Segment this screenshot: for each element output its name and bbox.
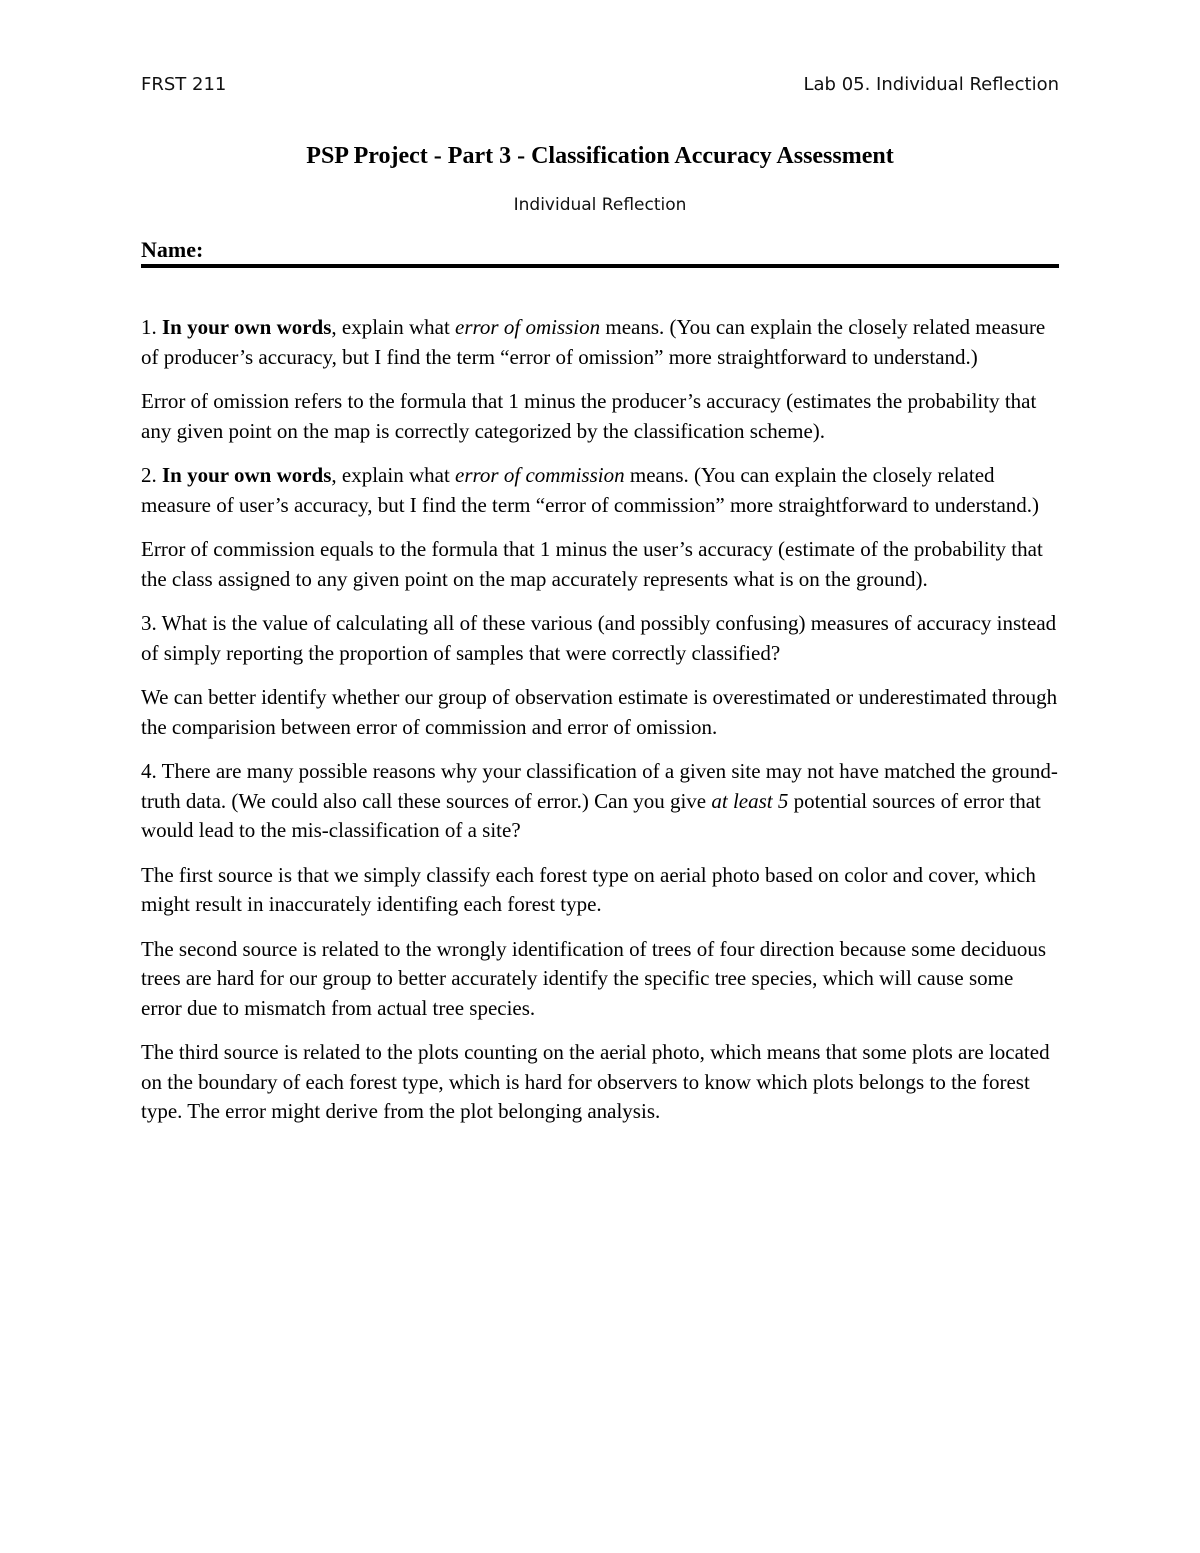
header-lab: Lab 05. Individual Reflection [803,74,1059,95]
answer-4-first: The first source is that we simply classify each forest type on aerial photo based on color and cover, which might result in inaccurately identifing each forest type. [141,862,1036,916]
document-subtitle: Individual Reflection [513,195,687,215]
question-1: 1. In your own words, explain what error of omission means. (You can explain the closely related measure of producer’s accuracy, but I find the term “error of omission” more straightforward to understand.) [141,315,1046,369]
question-4: 4. There are many possible reasons why your classification of a given site may not have matched the ground-truth data. (We could also call these sources of error.) Can you give at least 5 potential sources of error that would lead to the mis-classification of a site? [141,759,1058,842]
answer-3: We can better identify whether our group of observation estimate is overestimated or underestimated through the comparision between error of commission and error of omission. [141,685,1058,739]
answer-1: Error of omission refers to the formula that 1 minus the producer’s accuracy (estimates the probability that any given point on the map is correctly categorized by the classification scheme). [141,389,1037,443]
document-body [141,313,1059,1142]
name-rule [141,264,1059,268]
answer-4-third: The third source is related to the plots counting on the aerial photo, which means that some plots are located on the boundary of each forest type, which is hard for observers to know which plots belongs to the forest type. The error might derive from the plot belonging analysis. [141,1040,1050,1123]
name-label: Name: [141,237,204,262]
answer-4-second: The second source is related to the wrongly identification of trees of four direction because some deciduous trees are hard for our group to better accurately identify the specific tree species, which will cause some error due to mismatch from actual tree species. [141,936,1047,1020]
header-course: FRST 211 [141,74,227,95]
question-2: 2. In your own words, explain what error of commission means. (You can explain the closely related measure of user’s accuracy, but I find the term “error of commission” more straightforward to understand.) [141,463,1040,517]
answer-2: Error of commission equals to the formula that 1 minus the user’s accuracy (estimate of the probability that the class assigned to any given point on the map accurately represents what is on the ground). [141,537,1043,591]
question-3: 3. What is the value of calculating all of these various (and possibly confusing) measures of accuracy instead of simply reporting the proportion of samples that were correctly classified? [141,611,1057,665]
document-title: PSP Project - Part 3 - Classification Accuracy Assessment [306,143,894,169]
